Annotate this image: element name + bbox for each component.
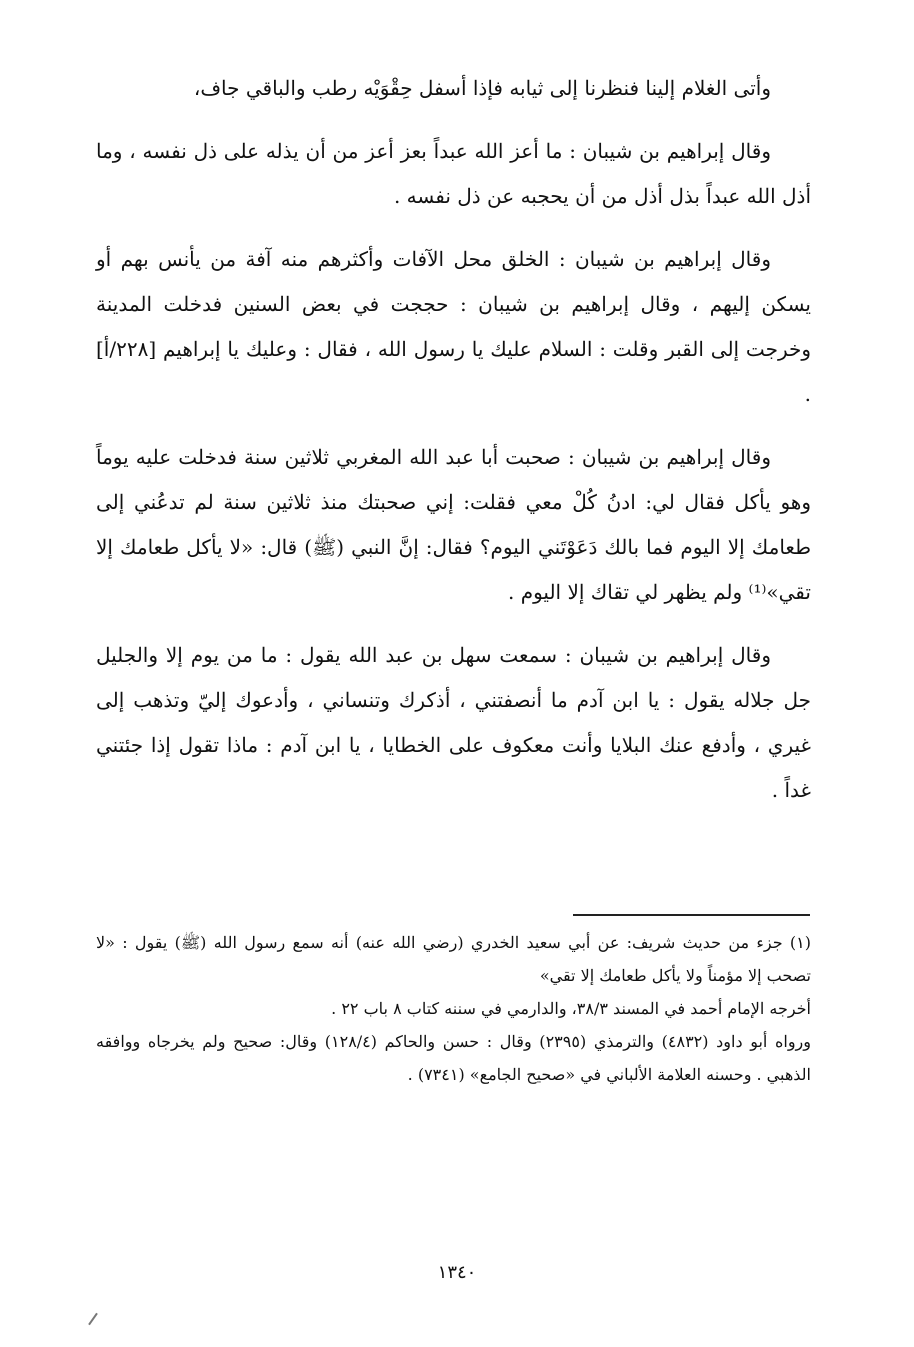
footnote-divider: [573, 914, 810, 916]
paragraph: وقال إبراهيم بن شيبان : صحبت أبا عبد الله المغربي ثلاثين سنة فدخلت عليه يوماً وهو يأكل فقال لي: ادنُ كُلْ معي فقلت: إني صحبتك منذ ثلاثين سنة لم تدعُني إلى طعامك إلا اليوم فما بالك دَعَوْتَني اليوم؟ فقال: إنَّ النبي (ﷺ) قال: «لا يأكل طعامك إلا تقي»⁽¹⁾ ولم يظهر لي تقاك إلا اليوم .: [96, 445, 811, 604]
main-text: [96, 66, 811, 831]
paragraph: وقال إبراهيم بن شيبان : سمعت سهل بن عبد الله يقول : ما من يوم إلا والجليل جل جلاله يقول : يا ابن آدم ما أنصفتني ، أذكرك وتنساني ، وأدعوك إليّ وتذهب إلى غيري ، وأدفع عنك البلايا وأنت معكوف على الخطايا ، يا ابن آدم : ماذا تقول إذا جئتني غداً .: [96, 643, 811, 802]
paragraph: وقال إبراهيم بن شيبان : الخلق محل الآفات وأكثرهم منه آفة من يأنس بهم أو يسكن إليهم ، وقال إبراهيم بن شيبان : حججت في بعض السنين فدخلت المدينة وخرجت إلى القبر وقلت : السلام عليك يا رسول الله ، فقال : وعليك يا إبراهيم [٢٢٨/أ] .: [96, 247, 811, 406]
footnote-line: (١) جزء من حديث شريف: عن أبي سعيد الخدري (رضي الله عنه) أنه سمع رسول الله (ﷺ) يقول : «لا تصحب إلا مؤمناً ولا يأكل طعامك إلا تقي»: [96, 933, 811, 985]
paragraph: وأتى الغلام إلينا فنظرنا إلى ثيابه فإذا أسفل حِقْوَيْه رطب والباقي جاف،: [193, 76, 771, 100]
footnote-line: أخرجه الإمام أحمد في المسند ٣٨/٣، والدارمي في سننه كتاب ٨ باب ٢٢ .: [331, 999, 811, 1018]
paragraph: وقال إبراهيم بن شيبان : ما أعز الله عبداً بعز أعز من أن يذله على ذل نفسه ، وما أذل الله عبداً بذل أذل من أن يحجبه عن ذل نفسه .: [96, 139, 811, 208]
page-number: ١٣٤٠: [437, 1262, 477, 1283]
footnote-line: ورواه أبو داود (٤٨٣٢) والترمذي (٢٣٩٥) وقال : حسن والحاكم (١٢٨/٤) وقال: صحيح ولم يخرجاه ووافقه الذهبي . وحسنه العلامة الألباني في «صحيح الجامع» (٧٣٤١) .: [96, 1032, 812, 1084]
scan-mark: [88, 1313, 98, 1326]
footnotes: [96, 926, 811, 1091]
